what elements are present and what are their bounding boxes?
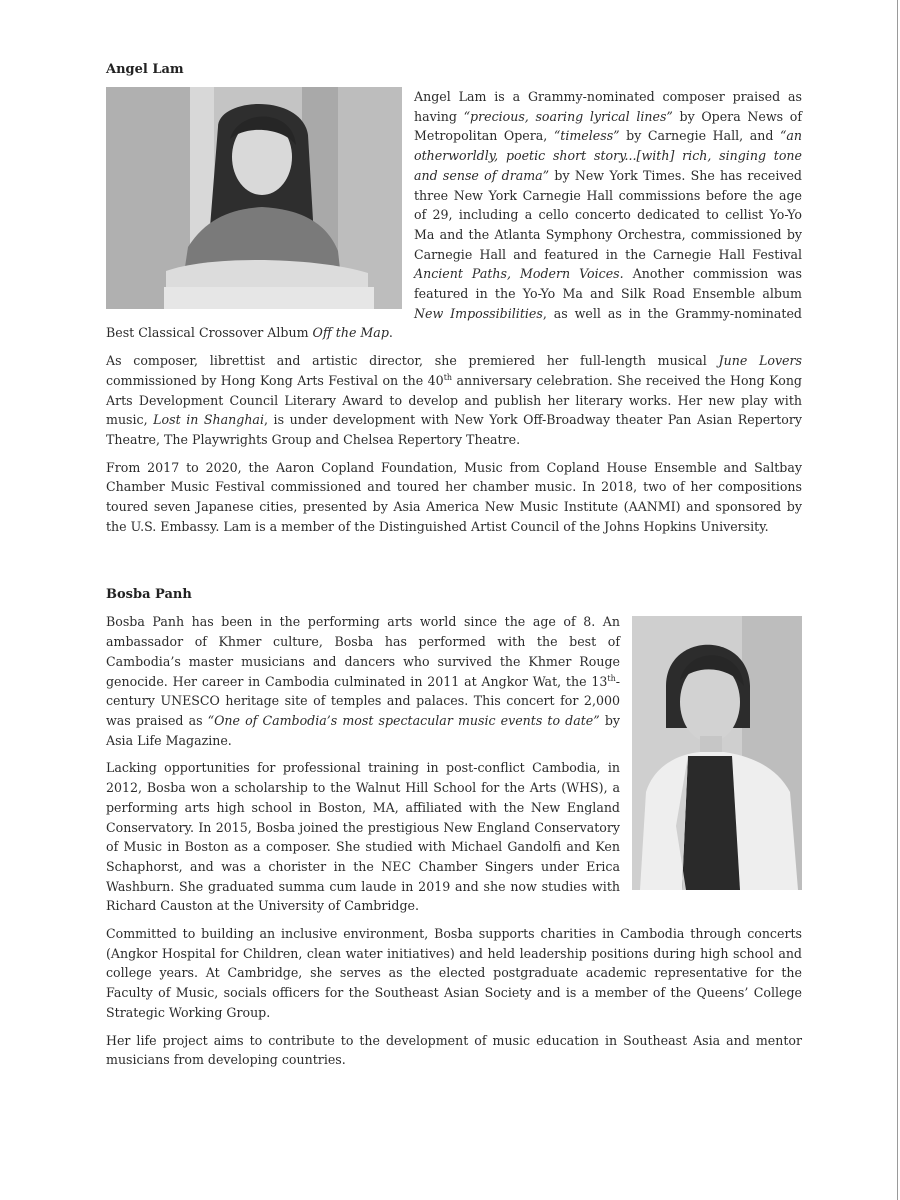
portrait-photo-bosba-panh [632,616,802,890]
page-content [106,60,802,1078]
page-edge-rule [897,0,898,1200]
bio-paragraph: Bosba Panh has been in the performing arts world since the age of 8. An ambassador of Khmer culture, Bosba has performed with the best of Cambodia’s master musicians and dancers who survived the Khmer Rouge genocide. Her career in Cambodia culminated in 2011 at Angkor Wat, the 13th-century UNESCO heritage site of temples and palaces. This concert for 2,000 was praised as “One of Cambodia’s most spectacular music events to date” by Asia Life Magazine. [106,614,620,748]
bio-heading-angel-lam: Angel Lam [106,62,184,77]
portrait-photo-angel-lam [106,87,402,309]
bio-paragraph: Her life project aims to contribute to the development of music education in Southeast Asia and mentor musicians from developing countries. [106,1032,802,1068]
bio-heading-bosba-panh: Bosba Panh [106,587,192,603]
bio-paragraph: From 2017 to 2020, the Aaron Copland Foundation, Music from Copland House Ensemble and Saltbay Chamber Music Festival commissioned and toured her chamber music. In 2018, two of her compositions toured seven Japanese cities, presented by Asia America New Music Institute (AANMI) and sponsored by the U.S. Embassy. Lam is a member of the Distinguished Artist Council of the Johns Hopkins University. [106,459,802,534]
bio-paragraph: Lacking opportunities for professional training in post-conflict Cambodia, in 2012, Bosba won a scholarship to the Walnut Hill School for the Arts (WHS), a performing arts high school in Boston, MA, affiliated with the New England Conservatory. In 2015, Bosba joined the prestigious New England Conservatory of Music in Boston as a composer. She studied with Michael Gandolfi and Ken Schaphorst, and was a chorister in the NEC Chamber Singers under Erica Washburn. She graduated summa cum laude in 2019 and she now studies with Richard Causton at the University of Cambridge. [106,760,620,914]
bio-paragraph: Committed to building an inclusive environment, Bosba supports charities in Cambodia through concerts (Angkor Hospital for Children, clean water initiatives) and held leadership positions during high school and college years. At Cambridge, she serves as the elected postgraduate academic representative for the Faculty of Music, socials officers for the Southeast Asian Society and is a member of the Queens’ College Strategic Working Group. [106,926,802,1020]
bio-bosba-panh [106,585,802,1069]
bio-angel-lam [106,60,802,536]
bio-paragraph: As composer, librettist and artistic director, she premiered her full-length musical June Lovers commissioned by Hong Kong Arts Festival on the 40th anniversary celebration. She received the Hong Kong Arts Development Council Literary Award to develop and publish her literary works. Her new play with music, Lost in Shanghai, is under development with New York Off-Broadway theater Pan Asian Repertory Theatre, The Playwrights Group and Chelsea Repertory Theatre. [106,353,802,447]
bio-paragraph: Angel Lam is a Grammy-nominated composer praised as having “precious, soaring lyrical lines” by Opera News of Metropolitan Opera, “timeless” by Carnegie Hall, and “an otherworldly, poetic short story...[with] rich, singing tone and sense of drama” by New York Times. She has received three New York Carnegie Hall commissions before the age of 29, including a cello concerto dedicated to cellist Yo-Yo Ma and the Atlanta Symphony Orchestra, commissioned by Carnegie Hall and featured in the Carnegie Hall Festival Ancient Paths, Modern Voices. Another commission was featured in the Yo-Yo Ma and Silk Road Ensemble album New Impossibilities, as well as in the Grammy-nominated Best Classical Crossover Album Off the Map. [106,89,803,341]
